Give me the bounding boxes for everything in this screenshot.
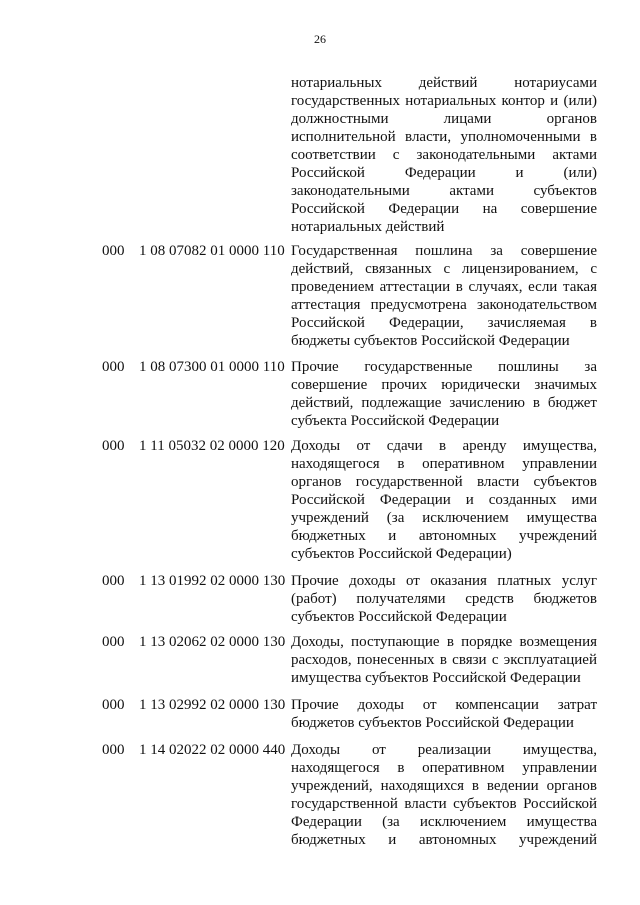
page-number: 26 <box>314 32 326 46</box>
income-description <box>291 633 597 687</box>
income-description <box>291 358 597 430</box>
admin-code: 000 <box>102 359 125 375</box>
description-line: исполнительной власти, уполномоченными в <box>291 129 597 145</box>
description-line: Российской Федерации и созданных ими <box>291 492 597 508</box>
description-line: учреждений (за исключением имущества <box>291 510 597 526</box>
description-line: действий, подлежащие зачислению в бюджет <box>291 395 597 411</box>
description-line: аттестация предусмотрена законодательством <box>291 297 597 313</box>
description-line: находящегося в оперативном управлении <box>291 456 597 472</box>
description-line: Доходы, поступающие в порядке возмещения <box>291 634 597 650</box>
description-line: нотариальных действий нотариусами <box>291 75 597 91</box>
description-line: органов государственной власти субъектов <box>291 474 597 490</box>
admin-code: 000 <box>102 573 125 589</box>
description-line: государственных нотариальных контор и (или) <box>291 93 597 109</box>
description-line: Доходы от реализации имущества, <box>291 742 597 758</box>
income-description <box>291 242 597 350</box>
admin-code: 000 <box>102 742 125 758</box>
description-line: бюджетных и автономных учреждений <box>291 528 597 544</box>
description-line: действий, связанных с лицензированием, с <box>291 261 597 277</box>
continuation-description <box>291 74 597 236</box>
description-line: Государственная пошлина за совершение <box>291 243 597 259</box>
budget-code: 1 08 07300 01 0000 110 <box>139 359 285 375</box>
income-description <box>291 741 597 849</box>
description-line: проведением аттестации в случаях, если такая <box>291 279 597 295</box>
description-line: Российской Федерации и (или) <box>291 165 597 181</box>
description-line: Прочие государственные пошлины за <box>291 359 597 375</box>
budget-code: 1 08 07082 01 0000 110 <box>139 243 285 259</box>
admin-code: 000 <box>102 438 125 454</box>
description-line: бюджетов субъектов Российской Федерации <box>291 715 574 731</box>
description-line: бюджетных и автономных учреждений <box>291 832 597 848</box>
description-line: совершение прочих юридически значимых <box>291 377 597 393</box>
description-line: государственной власти субъектов Российской <box>291 796 597 812</box>
income-description <box>291 572 597 626</box>
description-line: Прочие доходы от компенсации затрат <box>291 697 597 713</box>
income-description <box>291 437 597 563</box>
description-line: субъектов Российской Федерации) <box>291 546 512 562</box>
description-line: должностными лицами органов <box>291 111 597 127</box>
description-line: Прочие доходы от оказания платных услуг <box>291 573 597 589</box>
admin-code: 000 <box>102 697 125 713</box>
description-line: Российской Федерации, зачисляемая в <box>291 315 597 331</box>
income-description <box>291 696 597 732</box>
budget-code: 1 11 05032 02 0000 120 <box>139 438 285 454</box>
budget-code: 1 13 02992 02 0000 130 <box>139 697 286 713</box>
admin-code: 000 <box>102 243 125 259</box>
description-line: субъекта Российской Федерации <box>291 413 500 429</box>
description-line: субъектов Российской Федерации <box>291 609 507 625</box>
description-line: Доходы от сдачи в аренду имущества, <box>291 438 597 454</box>
description-line: Российской Федерации на совершение <box>291 201 597 217</box>
description-line: имущества субъектов Российской Федерации <box>291 670 581 686</box>
budget-code: 1 14 02022 02 0000 440 <box>139 742 286 758</box>
description-line: учреждений, находящихся в ведении органов <box>291 778 597 794</box>
description-line: соответствии с законодательными актами <box>291 147 597 163</box>
budget-code: 1 13 02062 02 0000 130 <box>139 634 286 650</box>
description-line: расходов, понесенных в связи с эксплуатацией <box>291 652 597 668</box>
budget-code: 1 13 01992 02 0000 130 <box>139 573 286 589</box>
description-line: Федерации (за исключением имущества <box>291 814 597 830</box>
description-line: (работ) получателями средств бюджетов <box>291 591 597 607</box>
description-line: находящегося в оперативном управлении <box>291 760 597 776</box>
description-line: бюджеты субъектов Российской Федерации <box>291 333 570 349</box>
description-line: законодательными актами субъектов <box>291 183 597 199</box>
admin-code: 000 <box>102 634 125 650</box>
description-line: нотариальных действий <box>291 219 445 235</box>
